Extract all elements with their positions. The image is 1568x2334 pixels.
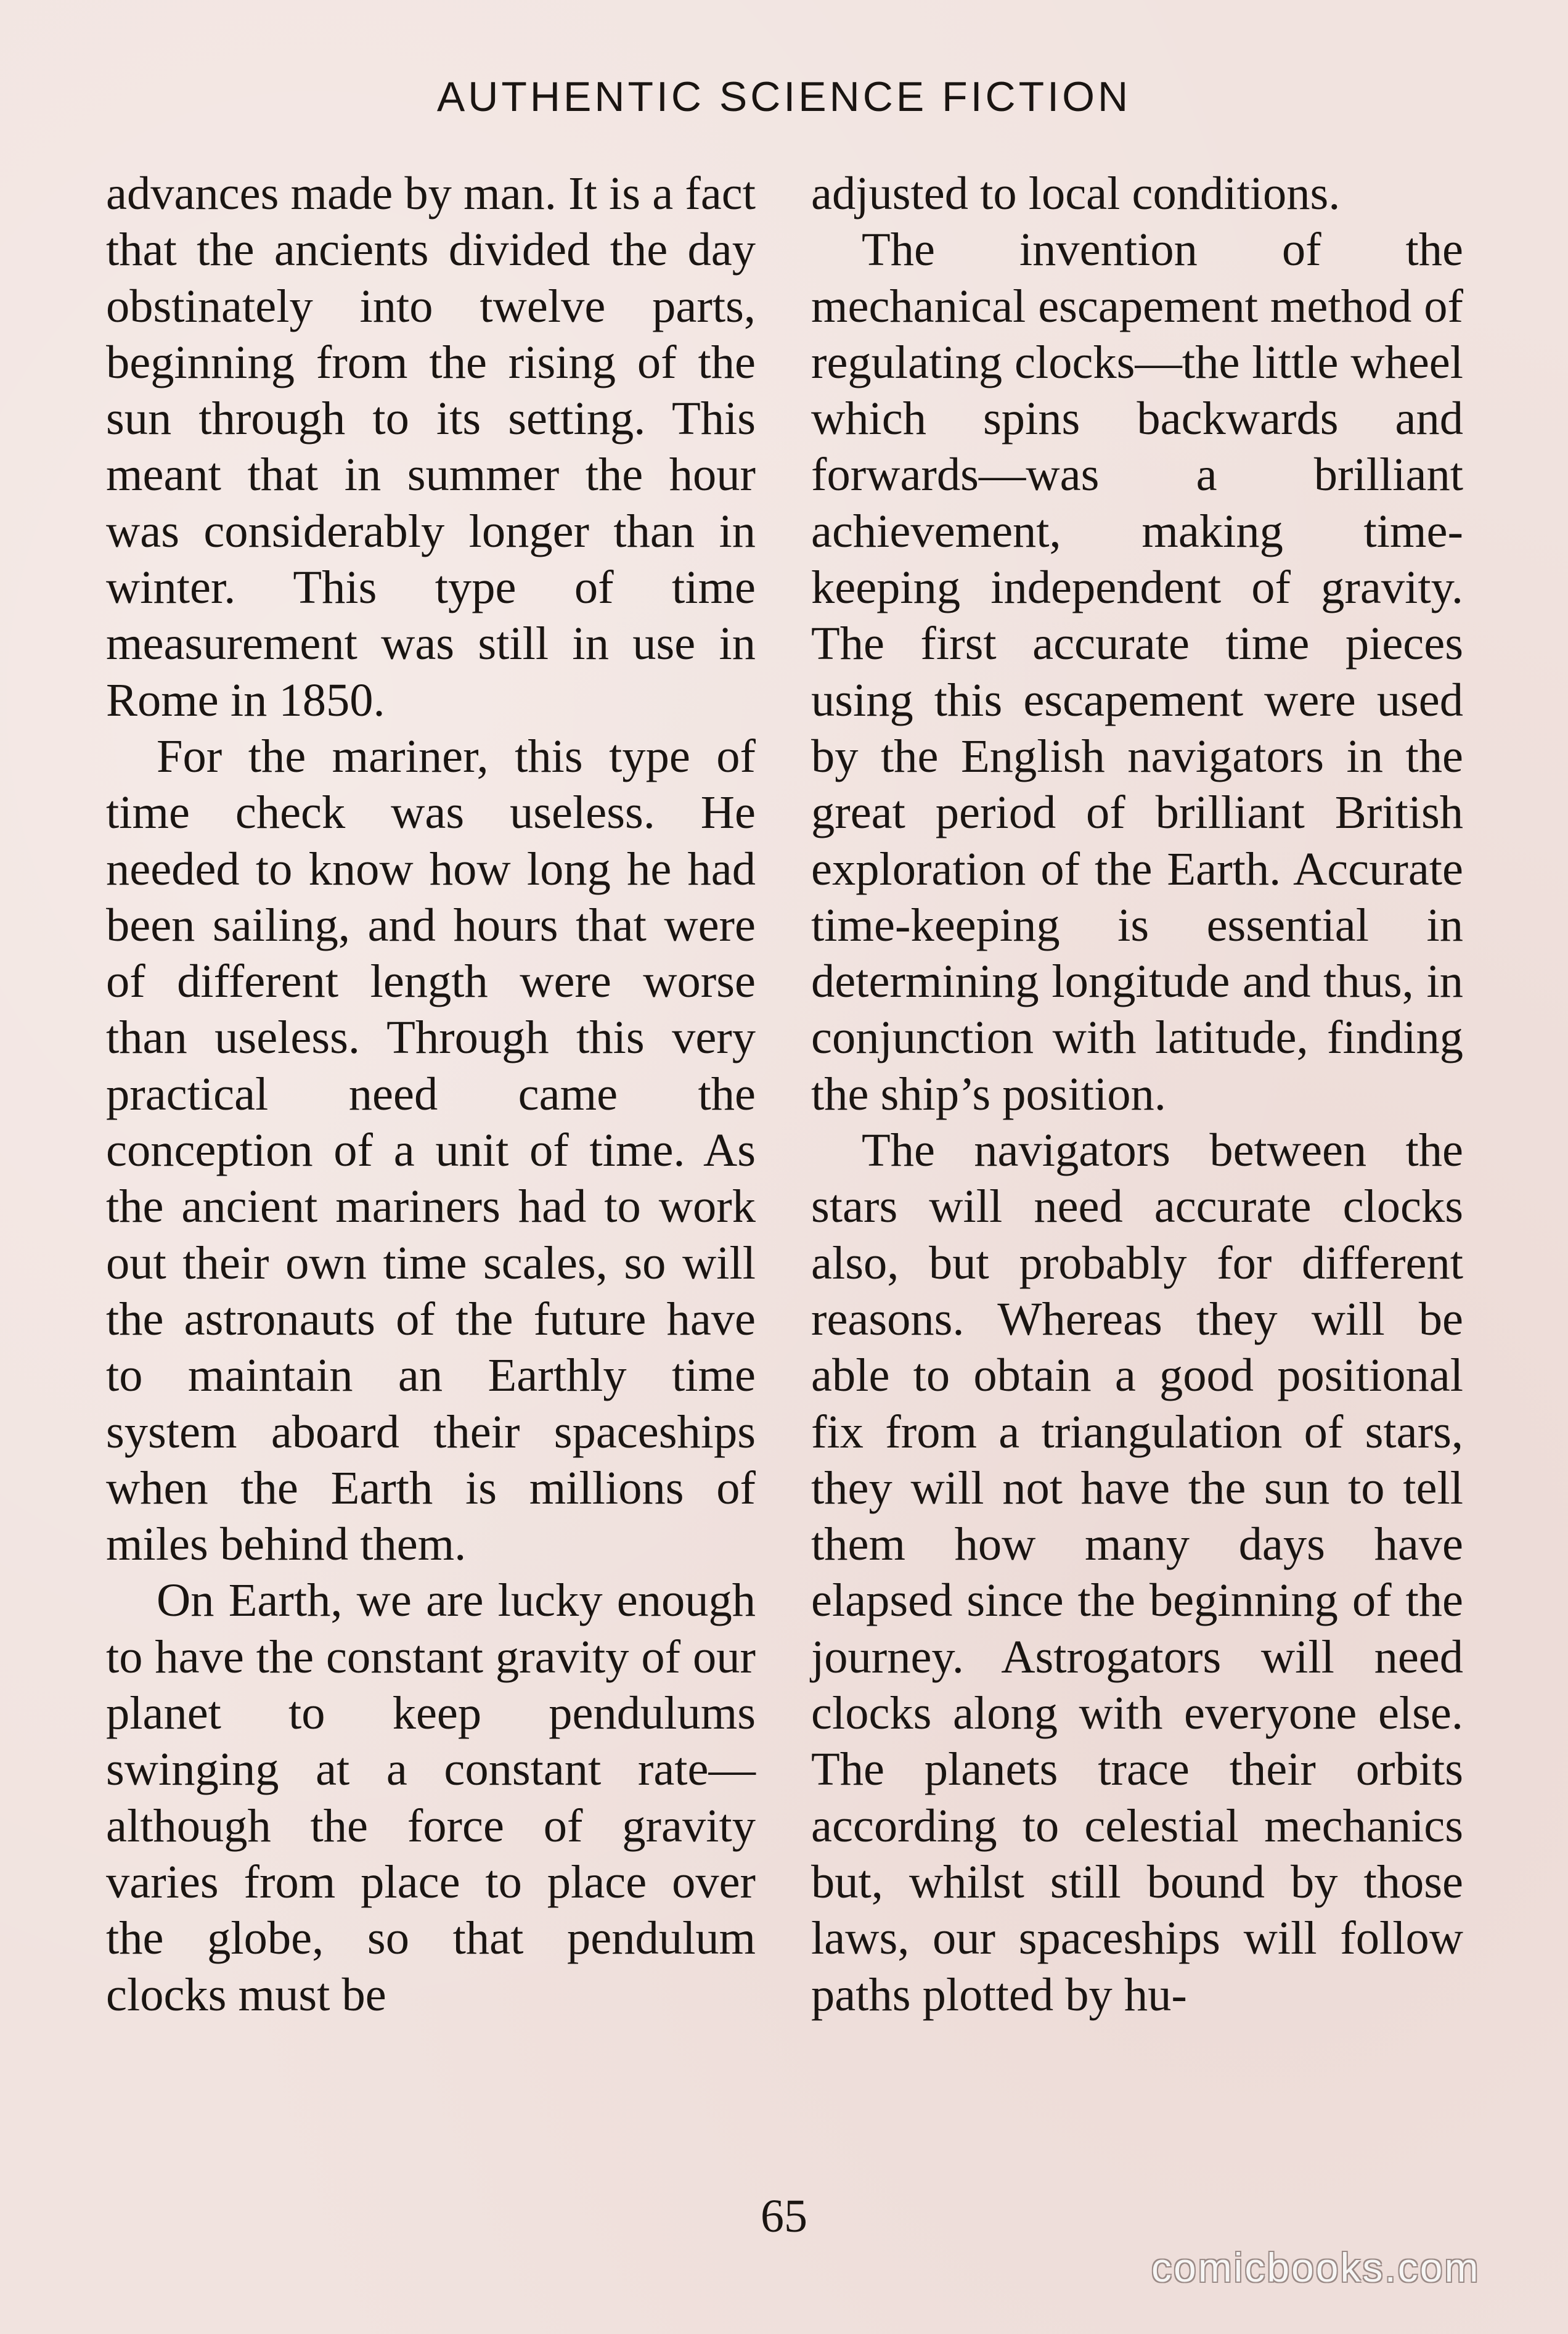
paragraph-escapement: The invention of the mechanical escapement method of regulating clocks—the little wheel which spins backwards and forwards—was a brilliant achievement, making time-keeping independent of gravity. The first accurate time pieces using this escapement were used by the English navigators in the great period of brilliant British exploration of the Earth. Accurate time-keeping is essential in determining longitude and thus, in conjunction with latitude, finding the ship’s position. <box>811 223 1463 1120</box>
right-text-column <box>811 165 1463 2023</box>
paragraph-gravity: On Earth, we are lucky enough to have the constant gravity of our planet to keep pendulums swinging at a constant rate—although the force of gravity varies from place to place over the globe, so that pendulum clocks must be <box>106 1574 756 2021</box>
paragraph-continued-right: adjusted to local conditions. <box>811 167 1341 219</box>
paragraph-navigators: The navigators between the stars will need accurate clocks also, but probably for different reasons. Whereas they will be able to obtain a good positional fix from a triangulation of stars, they will not have the sun to tell them how many days have elapsed since the beginning of the journey. Astrogators will need clocks along with everyone else. The planets trace their orbits according to celestial mechanics but, whilst still bound by those laws, our spaceships will follow paths plotted by hu- <box>811 1124 1463 2021</box>
running-title: AUTHENTIC SCIENCE FICTION <box>436 73 1132 120</box>
watermark-logo: comicbooks.com <box>1151 2245 1480 2290</box>
left-text-column <box>106 165 756 2023</box>
paragraph-mariner: For the mariner, this type of time check was useless. He needed to know how long he had been sailing, and hours that were of different length were worse than useless. Through this very practical need came the conception of a unit of time. As the ancient mariners had to work out their own time scales, so will the astronauts of the future have to maintain an Earthly time system aboard their spaceships when the Earth is millions of miles behind them. <box>106 729 756 1571</box>
paragraph-continued: advances made by man. It is a fact that the ancients divided the day obstinately into twelve parts, beginning from the rising of the sun through to its setting. This meant that in summer the hour was considerably longer than in winter. This type of time measurement was still in use in Rome in 1850. <box>106 167 756 726</box>
page-number: 65 <box>761 2190 807 2242</box>
